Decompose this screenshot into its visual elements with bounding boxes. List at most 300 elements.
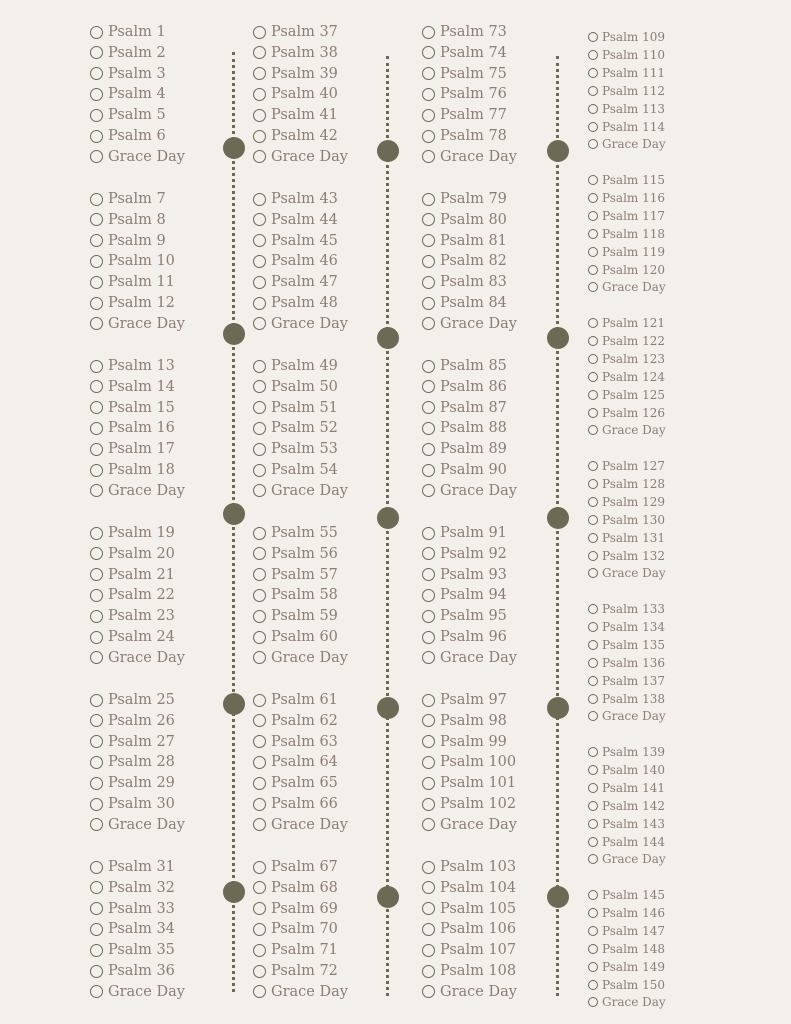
grace-day-item[interactable] — [253, 650, 348, 666]
psalm-item[interactable] — [588, 602, 665, 616]
empty-circle-icon[interactable] — [90, 360, 103, 373]
psalm-item[interactable] — [588, 84, 665, 98]
empty-circle-icon[interactable] — [422, 547, 435, 560]
empty-circle-icon[interactable] — [253, 651, 266, 664]
psalm-item[interactable] — [253, 859, 338, 875]
empty-circle-icon[interactable] — [422, 360, 435, 373]
psalm-item[interactable] — [588, 102, 665, 116]
empty-circle-icon[interactable] — [253, 735, 266, 748]
empty-circle-icon[interactable] — [253, 360, 266, 373]
empty-circle-icon[interactable] — [253, 443, 266, 456]
empty-circle-icon[interactable] — [253, 798, 266, 811]
empty-circle-icon[interactable] — [90, 965, 103, 978]
empty-circle-icon[interactable] — [588, 658, 598, 668]
empty-circle-icon[interactable] — [90, 944, 103, 957]
empty-circle-icon[interactable] — [253, 589, 266, 602]
empty-circle-icon[interactable] — [422, 276, 435, 289]
empty-circle-icon[interactable] — [422, 234, 435, 247]
psalm-item[interactable] — [90, 358, 175, 374]
empty-circle-icon[interactable] — [90, 777, 103, 790]
empty-circle-icon[interactable] — [588, 318, 598, 328]
empty-circle-icon[interactable] — [422, 150, 435, 163]
psalm-item[interactable] — [422, 901, 516, 917]
psalm-item[interactable] — [253, 212, 338, 228]
empty-circle-icon[interactable] — [253, 610, 266, 623]
psalm-item[interactable] — [90, 608, 175, 624]
empty-circle-icon[interactable] — [90, 276, 103, 289]
empty-circle-icon[interactable] — [588, 711, 598, 721]
empty-circle-icon[interactable] — [588, 551, 598, 561]
psalm-item[interactable] — [90, 587, 175, 603]
psalm-item[interactable] — [422, 525, 507, 541]
empty-circle-icon[interactable] — [422, 484, 435, 497]
psalm-item[interactable] — [588, 799, 665, 813]
psalm-item[interactable] — [422, 66, 507, 82]
empty-circle-icon[interactable] — [588, 193, 598, 203]
psalm-item[interactable] — [588, 227, 665, 241]
empty-circle-icon[interactable] — [253, 631, 266, 644]
psalm-item[interactable] — [422, 128, 507, 144]
empty-circle-icon[interactable] — [90, 193, 103, 206]
psalm-item[interactable] — [588, 549, 665, 563]
empty-circle-icon[interactable] — [422, 401, 435, 414]
empty-circle-icon[interactable] — [422, 255, 435, 268]
empty-circle-icon[interactable] — [422, 861, 435, 874]
psalm-item[interactable] — [422, 295, 507, 311]
empty-circle-icon[interactable] — [253, 88, 266, 101]
empty-circle-icon[interactable] — [90, 818, 103, 831]
psalm-item[interactable] — [422, 629, 507, 645]
empty-circle-icon[interactable] — [90, 213, 103, 226]
empty-circle-icon[interactable] — [90, 798, 103, 811]
grace-day-item[interactable] — [422, 149, 517, 165]
empty-circle-icon[interactable] — [588, 354, 598, 364]
psalm-item[interactable] — [422, 462, 507, 478]
psalm-item[interactable] — [588, 835, 665, 849]
empty-circle-icon[interactable] — [90, 297, 103, 310]
grace-day-item[interactable] — [588, 280, 666, 294]
empty-circle-icon[interactable] — [90, 88, 103, 101]
psalm-item[interactable] — [422, 587, 507, 603]
empty-circle-icon[interactable] — [253, 694, 266, 707]
psalm-item[interactable] — [588, 352, 665, 366]
psalm-item[interactable] — [90, 441, 175, 457]
empty-circle-icon[interactable] — [253, 818, 266, 831]
empty-circle-icon[interactable] — [422, 756, 435, 769]
psalm-item[interactable] — [588, 30, 665, 44]
psalm-item[interactable] — [588, 960, 665, 974]
psalm-item[interactable] — [588, 245, 665, 259]
psalm-item[interactable] — [253, 692, 338, 708]
grace-day-item[interactable] — [422, 316, 517, 332]
empty-circle-icon[interactable] — [422, 26, 435, 39]
empty-circle-icon[interactable] — [422, 902, 435, 915]
empty-circle-icon[interactable] — [588, 479, 598, 489]
empty-circle-icon[interactable] — [90, 443, 103, 456]
empty-circle-icon[interactable] — [253, 777, 266, 790]
psalm-item[interactable] — [253, 462, 338, 478]
psalm-item[interactable] — [422, 692, 507, 708]
grace-day-item[interactable] — [588, 995, 666, 1009]
psalm-item[interactable] — [422, 191, 507, 207]
empty-circle-icon[interactable] — [588, 568, 598, 578]
psalm-item[interactable] — [90, 274, 175, 290]
empty-circle-icon[interactable] — [90, 881, 103, 894]
grace-day-item[interactable] — [422, 817, 517, 833]
psalm-item[interactable] — [90, 963, 175, 979]
empty-circle-icon[interactable] — [422, 798, 435, 811]
empty-circle-icon[interactable] — [588, 425, 598, 435]
psalm-item[interactable] — [253, 128, 338, 144]
psalm-item[interactable] — [90, 107, 166, 123]
psalm-item[interactable] — [588, 191, 665, 205]
psalm-item[interactable] — [422, 107, 507, 123]
empty-circle-icon[interactable] — [422, 589, 435, 602]
psalm-item[interactable] — [253, 942, 338, 958]
empty-circle-icon[interactable] — [90, 902, 103, 915]
empty-circle-icon[interactable] — [588, 854, 598, 864]
grace-day-item[interactable] — [422, 650, 517, 666]
psalm-item[interactable] — [90, 525, 175, 541]
psalm-item[interactable] — [253, 441, 338, 457]
psalm-item[interactable] — [253, 901, 338, 917]
grace-day-item[interactable] — [90, 817, 185, 833]
empty-circle-icon[interactable] — [588, 139, 598, 149]
grace-day-item[interactable] — [588, 423, 666, 437]
psalm-item[interactable] — [588, 459, 665, 473]
psalm-item[interactable] — [422, 963, 516, 979]
psalm-item[interactable] — [422, 420, 507, 436]
psalm-item[interactable] — [422, 734, 507, 750]
empty-circle-icon[interactable] — [422, 777, 435, 790]
empty-circle-icon[interactable] — [422, 881, 435, 894]
psalm-item[interactable] — [253, 253, 338, 269]
psalm-item[interactable] — [422, 608, 507, 624]
empty-circle-icon[interactable] — [588, 32, 598, 42]
psalm-item[interactable] — [253, 233, 338, 249]
psalm-item[interactable] — [253, 191, 338, 207]
empty-circle-icon[interactable] — [90, 985, 103, 998]
empty-circle-icon[interactable] — [422, 443, 435, 456]
empty-circle-icon[interactable] — [588, 229, 598, 239]
empty-circle-icon[interactable] — [90, 735, 103, 748]
empty-circle-icon[interactable] — [90, 694, 103, 707]
empty-circle-icon[interactable] — [588, 765, 598, 775]
psalm-item[interactable] — [253, 754, 338, 770]
empty-circle-icon[interactable] — [422, 297, 435, 310]
psalm-item[interactable] — [90, 734, 175, 750]
empty-circle-icon[interactable] — [588, 890, 598, 900]
empty-circle-icon[interactable] — [422, 631, 435, 644]
empty-circle-icon[interactable] — [422, 714, 435, 727]
psalm-item[interactable] — [588, 620, 665, 634]
empty-circle-icon[interactable] — [588, 694, 598, 704]
empty-circle-icon[interactable] — [253, 944, 266, 957]
psalm-item[interactable] — [588, 656, 665, 670]
psalm-item[interactable] — [588, 120, 665, 134]
psalm-item[interactable] — [422, 358, 507, 374]
empty-circle-icon[interactable] — [422, 735, 435, 748]
psalm-item[interactable] — [588, 978, 665, 992]
psalm-item[interactable] — [422, 24, 507, 40]
psalm-item[interactable] — [422, 546, 507, 562]
empty-circle-icon[interactable] — [422, 610, 435, 623]
empty-circle-icon[interactable] — [90, 861, 103, 874]
psalm-item[interactable] — [253, 274, 338, 290]
psalm-item[interactable] — [422, 754, 516, 770]
empty-circle-icon[interactable] — [253, 861, 266, 874]
empty-circle-icon[interactable] — [90, 46, 103, 59]
empty-circle-icon[interactable] — [253, 297, 266, 310]
psalm-item[interactable] — [253, 420, 338, 436]
psalm-item[interactable] — [588, 745, 665, 759]
empty-circle-icon[interactable] — [253, 985, 266, 998]
empty-circle-icon[interactable] — [90, 484, 103, 497]
empty-circle-icon[interactable] — [588, 962, 598, 972]
psalm-item[interactable] — [588, 406, 665, 420]
psalm-item[interactable] — [90, 400, 175, 416]
psalm-item[interactable] — [90, 295, 175, 311]
psalm-item[interactable] — [422, 880, 516, 896]
empty-circle-icon[interactable] — [90, 464, 103, 477]
psalm-item[interactable] — [90, 128, 166, 144]
empty-circle-icon[interactable] — [588, 372, 598, 382]
empty-circle-icon[interactable] — [588, 336, 598, 346]
psalm-item[interactable] — [253, 963, 338, 979]
empty-circle-icon[interactable] — [253, 109, 266, 122]
psalm-item[interactable] — [422, 441, 507, 457]
psalm-item[interactable] — [422, 921, 516, 937]
psalm-item[interactable] — [253, 546, 338, 562]
psalm-item[interactable] — [253, 86, 338, 102]
empty-circle-icon[interactable] — [253, 255, 266, 268]
empty-circle-icon[interactable] — [588, 408, 598, 418]
psalm-item[interactable] — [253, 608, 338, 624]
psalm-item[interactable] — [588, 531, 665, 545]
empty-circle-icon[interactable] — [253, 527, 266, 540]
psalm-item[interactable] — [588, 817, 665, 831]
psalm-item[interactable] — [588, 942, 665, 956]
psalm-item[interactable] — [90, 775, 175, 791]
grace-day-item[interactable] — [422, 483, 517, 499]
empty-circle-icon[interactable] — [253, 568, 266, 581]
empty-circle-icon[interactable] — [588, 801, 598, 811]
empty-circle-icon[interactable] — [588, 819, 598, 829]
psalm-item[interactable] — [90, 24, 166, 40]
empty-circle-icon[interactable] — [588, 783, 598, 793]
psalm-item[interactable] — [588, 763, 665, 777]
empty-circle-icon[interactable] — [588, 533, 598, 543]
psalm-item[interactable] — [422, 567, 507, 583]
empty-circle-icon[interactable] — [422, 213, 435, 226]
psalm-item[interactable] — [90, 796, 175, 812]
psalm-item[interactable] — [253, 45, 338, 61]
empty-circle-icon[interactable] — [422, 46, 435, 59]
empty-circle-icon[interactable] — [588, 390, 598, 400]
grace-day-item[interactable] — [422, 984, 517, 1000]
empty-circle-icon[interactable] — [90, 109, 103, 122]
empty-circle-icon[interactable] — [253, 150, 266, 163]
psalm-item[interactable] — [253, 921, 338, 937]
psalm-item[interactable] — [90, 546, 175, 562]
psalm-item[interactable] — [90, 233, 166, 249]
empty-circle-icon[interactable] — [253, 714, 266, 727]
empty-circle-icon[interactable] — [90, 234, 103, 247]
psalm-item[interactable] — [90, 86, 166, 102]
psalm-item[interactable] — [90, 921, 175, 937]
psalm-item[interactable] — [253, 629, 338, 645]
empty-circle-icon[interactable] — [422, 527, 435, 540]
psalm-item[interactable] — [422, 859, 516, 875]
grace-day-item[interactable] — [253, 817, 348, 833]
psalm-item[interactable] — [588, 513, 665, 527]
empty-circle-icon[interactable] — [253, 484, 266, 497]
empty-circle-icon[interactable] — [253, 965, 266, 978]
psalm-item[interactable] — [588, 370, 665, 384]
empty-circle-icon[interactable] — [422, 422, 435, 435]
psalm-item[interactable] — [90, 754, 175, 770]
psalm-item[interactable] — [588, 888, 665, 902]
grace-day-item[interactable] — [90, 483, 185, 499]
psalm-item[interactable] — [90, 942, 175, 958]
psalm-item[interactable] — [588, 334, 665, 348]
empty-circle-icon[interactable] — [422, 985, 435, 998]
psalm-item[interactable] — [422, 796, 516, 812]
psalm-item[interactable] — [422, 942, 516, 958]
psalm-item[interactable] — [253, 775, 338, 791]
grace-day-item[interactable] — [588, 709, 666, 723]
empty-circle-icon[interactable] — [588, 265, 598, 275]
psalm-item[interactable] — [253, 358, 338, 374]
empty-circle-icon[interactable] — [588, 50, 598, 60]
empty-circle-icon[interactable] — [90, 527, 103, 540]
empty-circle-icon[interactable] — [90, 610, 103, 623]
psalm-item[interactable] — [90, 880, 175, 896]
empty-circle-icon[interactable] — [90, 380, 103, 393]
psalm-item[interactable] — [90, 191, 166, 207]
empty-circle-icon[interactable] — [253, 422, 266, 435]
empty-circle-icon[interactable] — [90, 422, 103, 435]
grace-day-item[interactable] — [588, 566, 666, 580]
psalm-item[interactable] — [588, 924, 665, 938]
psalm-item[interactable] — [90, 713, 175, 729]
empty-circle-icon[interactable] — [253, 881, 266, 894]
psalm-item[interactable] — [588, 263, 665, 277]
psalm-item[interactable] — [253, 400, 338, 416]
psalm-item[interactable] — [422, 233, 507, 249]
empty-circle-icon[interactable] — [90, 150, 103, 163]
grace-day-item[interactable] — [90, 149, 185, 165]
grace-day-item[interactable] — [253, 984, 348, 1000]
empty-circle-icon[interactable] — [588, 104, 598, 114]
psalm-item[interactable] — [253, 66, 338, 82]
psalm-item[interactable] — [588, 781, 665, 795]
empty-circle-icon[interactable] — [422, 694, 435, 707]
empty-circle-icon[interactable] — [422, 818, 435, 831]
psalm-item[interactable] — [90, 462, 175, 478]
psalm-item[interactable] — [90, 212, 166, 228]
psalm-item[interactable] — [253, 734, 338, 750]
empty-circle-icon[interactable] — [90, 651, 103, 664]
psalm-item[interactable] — [253, 24, 338, 40]
empty-circle-icon[interactable] — [422, 109, 435, 122]
empty-circle-icon[interactable] — [90, 67, 103, 80]
empty-circle-icon[interactable] — [588, 747, 598, 757]
empty-circle-icon[interactable] — [90, 568, 103, 581]
grace-day-item[interactable] — [588, 137, 666, 151]
grace-day-item[interactable] — [253, 316, 348, 332]
empty-circle-icon[interactable] — [90, 631, 103, 644]
empty-circle-icon[interactable] — [253, 67, 266, 80]
empty-circle-icon[interactable] — [253, 380, 266, 393]
empty-circle-icon[interactable] — [253, 234, 266, 247]
psalm-item[interactable] — [422, 253, 507, 269]
psalm-item[interactable] — [588, 48, 665, 62]
empty-circle-icon[interactable] — [422, 193, 435, 206]
empty-circle-icon[interactable] — [253, 756, 266, 769]
psalm-item[interactable] — [588, 66, 665, 80]
psalm-item[interactable] — [90, 901, 175, 917]
empty-circle-icon[interactable] — [588, 515, 598, 525]
grace-day-item[interactable] — [253, 149, 348, 165]
psalm-item[interactable] — [422, 775, 516, 791]
psalm-item[interactable] — [588, 209, 665, 223]
empty-circle-icon[interactable] — [90, 547, 103, 560]
empty-circle-icon[interactable] — [422, 944, 435, 957]
empty-circle-icon[interactable] — [253, 130, 266, 143]
empty-circle-icon[interactable] — [422, 67, 435, 80]
empty-circle-icon[interactable] — [422, 380, 435, 393]
empty-circle-icon[interactable] — [588, 461, 598, 471]
psalm-item[interactable] — [422, 86, 507, 102]
empty-circle-icon[interactable] — [90, 589, 103, 602]
empty-circle-icon[interactable] — [90, 130, 103, 143]
empty-circle-icon[interactable] — [422, 651, 435, 664]
psalm-item[interactable] — [422, 400, 507, 416]
empty-circle-icon[interactable] — [588, 497, 598, 507]
empty-circle-icon[interactable] — [588, 282, 598, 292]
empty-circle-icon[interactable] — [90, 255, 103, 268]
empty-circle-icon[interactable] — [90, 401, 103, 414]
empty-circle-icon[interactable] — [422, 317, 435, 330]
empty-circle-icon[interactable] — [588, 676, 598, 686]
empty-circle-icon[interactable] — [253, 547, 266, 560]
empty-circle-icon[interactable] — [253, 213, 266, 226]
psalm-item[interactable] — [422, 713, 507, 729]
empty-circle-icon[interactable] — [588, 944, 598, 954]
empty-circle-icon[interactable] — [588, 122, 598, 132]
empty-circle-icon[interactable] — [588, 997, 598, 1007]
psalm-item[interactable] — [90, 379, 175, 395]
empty-circle-icon[interactable] — [422, 464, 435, 477]
psalm-item[interactable] — [90, 253, 175, 269]
empty-circle-icon[interactable] — [253, 464, 266, 477]
empty-circle-icon[interactable] — [422, 88, 435, 101]
empty-circle-icon[interactable] — [588, 837, 598, 847]
psalm-item[interactable] — [90, 859, 175, 875]
empty-circle-icon[interactable] — [253, 317, 266, 330]
grace-day-item[interactable] — [253, 483, 348, 499]
grace-day-item[interactable] — [90, 650, 185, 666]
psalm-item[interactable] — [90, 45, 166, 61]
empty-circle-icon[interactable] — [253, 276, 266, 289]
psalm-item[interactable] — [253, 587, 338, 603]
psalm-item[interactable] — [253, 796, 338, 812]
psalm-item[interactable] — [90, 66, 166, 82]
psalm-item[interactable] — [588, 477, 665, 491]
empty-circle-icon[interactable] — [422, 965, 435, 978]
psalm-item[interactable] — [588, 906, 665, 920]
